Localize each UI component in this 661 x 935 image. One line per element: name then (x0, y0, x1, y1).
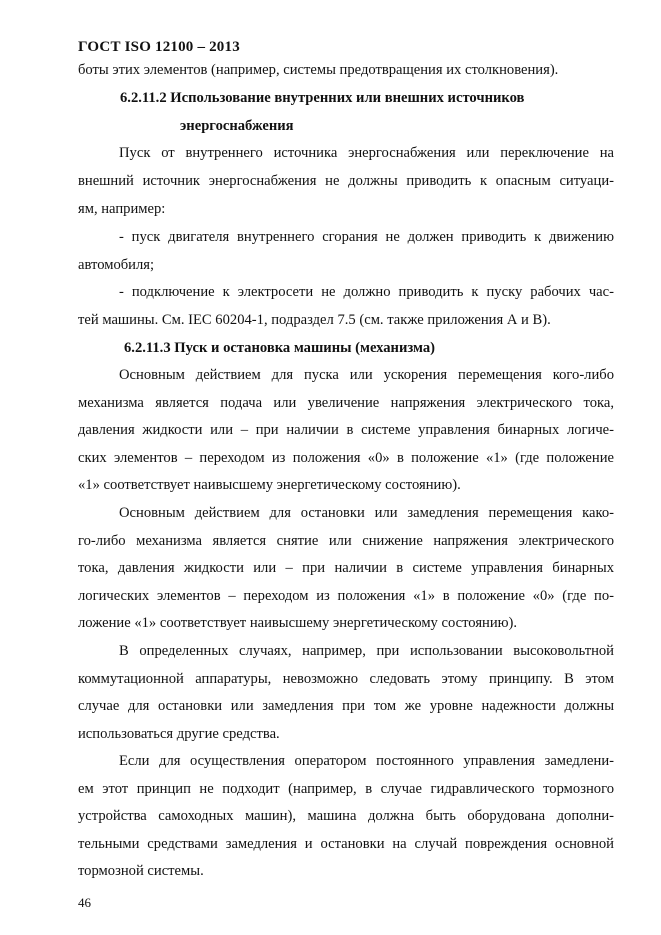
paragraph-line: ских элементов – переходом из положения «0» в положение «1» (где положение (78, 450, 614, 466)
paragraph-line: логических элементов – переходом из положения «1» в положение «0» (где по- (78, 588, 614, 604)
paragraph-line: Если для осуществления оператором постоянного управления замедлени- (119, 753, 614, 769)
paragraph-line: ем этот принцип не подходит (например, в случае гидравлического тормозного (78, 781, 614, 797)
document-header-title: ГОСТ ISO 12100 – 2013 (78, 39, 240, 55)
paragraph-line: коммутационной аппаратуры, невозможно следовать этому принципу. В этом (78, 671, 614, 687)
page-number: 46 (78, 895, 91, 910)
paragraph-line: тормозной системы. (78, 863, 204, 879)
paragraph-line: ложение «1» соответствует наивысшему энергетическому состоянию). (78, 615, 518, 631)
list-item-line: автомобиля; (78, 257, 155, 273)
paragraph-line: В определенных случаях, например, при использовании высоковольтной (119, 643, 614, 659)
paragraph-line: Основным действием для остановки или замедления перемещения како- (119, 505, 614, 521)
paragraph-line: го-либо механизма является снятие или снижение напряжения электрического (78, 533, 614, 549)
paragraph-line: тельными средствами замедления и остановки на случай повреждения основной (78, 836, 614, 852)
paragraph-line: использоваться другие средства. (78, 726, 280, 742)
paragraph-line: внешний источник энергоснабжения не должны приводить к опасным ситуаци- (78, 173, 614, 189)
paragraph-line: случае для остановки или замедления при том же уровне надежности должны (78, 698, 614, 714)
paragraph-line: «1» соответствует наивысшему энергетическому состоянию). (78, 477, 461, 493)
paragraph-line: ям, например: (78, 201, 166, 217)
list-item-line: - пуск двигателя внутреннего сгорания не должен приводить к движению (119, 229, 614, 245)
paragraph-line: Основным действием для пуска или ускорения перемещения кого-либо (119, 367, 614, 383)
paragraph-line: Пуск от внутреннего источника энергоснабжения или переключение на (119, 145, 614, 161)
paragraph-line: давления жидкости или – при наличии в системе управления бинарных логиче- (78, 422, 614, 438)
list-item-line: тей машины. См. IEC 60204-1, подраздел 7.5 (см. также приложения А и В). (78, 312, 551, 328)
continuation-line: боты этих элементов (например, системы предотвращения их столкновения). (78, 62, 559, 78)
paragraph-line: тока, давления жидкости или – при наличии в системе управления бинарных (78, 560, 614, 576)
paragraph-line: устройства самоходных машин), машина должна быть оборудована дополни- (78, 808, 614, 824)
section-heading-6-2-11-3: 6.2.11.3 Пуск и остановка машины (механизма) (124, 340, 436, 356)
section-heading-6-2-11-2-cont: энергоснабжения (180, 118, 294, 134)
paragraph-line: механизма является подача или увеличение напряжения электрического тока, (78, 395, 614, 411)
list-item-line: - подключение к электросети не должно приводить к пуску рабочих час- (119, 284, 614, 300)
section-heading-6-2-11-2: 6.2.11.2 Использование внутренних или внешних источников (120, 90, 525, 106)
